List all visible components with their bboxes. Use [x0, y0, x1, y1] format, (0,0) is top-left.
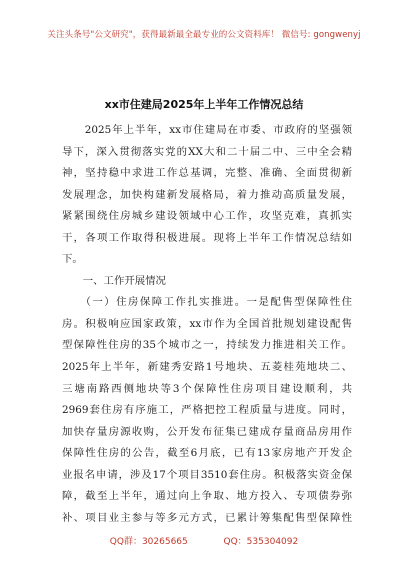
- body-line: 保障性住房的公告，截至6月底，已有13家房地产开发企: [62, 447, 352, 460]
- body-line: 房。积极响应国家政策，xx市作为全国首批规划建设配售: [62, 317, 352, 330]
- body-line: 发展理念，加快构建新发展格局，着力推动高质量发展，: [62, 188, 352, 201]
- body-line: 导下，深入贯彻落实党的XX大和二十届二中、三中全会精: [62, 145, 352, 158]
- body-line: 业报名申请，涉及17个项目3510套住房。积极落实资金保: [62, 468, 352, 481]
- body-line: 干，各项工作取得积极进展。现将上半年工作情况总结如: [62, 231, 352, 244]
- body-line: 2025年上半年，新建秀安路1号地块、五菱桂苑地块二、: [62, 361, 352, 374]
- footer-contact: [0, 534, 408, 547]
- body-line: 三塘南路西侧地块等3个保障性住房项目建设顺利，共: [62, 382, 352, 395]
- document-body: [62, 120, 352, 529]
- footer-qq-group: QQ群：30265665: [109, 537, 188, 547]
- body-line: （一）住房保障工作扎实推进。一是配售型保障性住: [62, 296, 352, 309]
- body-line: 神，坚持稳中求进工作总基调，完整、准确、全面贯彻新: [62, 167, 352, 180]
- body-line: 2969套住房有序施工，严格把控工程质量与进度。同时，: [62, 404, 352, 417]
- body-line: 加快存量房源收购，公开发布征集已建成存量商品房用作: [62, 425, 352, 438]
- body-line: 2025年上半年，xx市住建局在市委、市政府的坚强领: [62, 124, 352, 136]
- body-line: 型保障性住房的35个城市之一，持续发力推进相关工作。: [62, 339, 352, 352]
- body-line: 障，截至上半年，通过向上争取、地方投入、专项债券弥: [62, 490, 352, 503]
- body-line: 紧紧围绕住房城乡建设领域中心工作，攻坚克难，真抓实: [62, 210, 352, 223]
- body-line: 下。: [62, 253, 83, 266]
- header-promo-note: 关注头条号"公文研究"，获得最新最全最专业的公文资料库！ 微信号: gongwenyj: [47, 30, 361, 40]
- document-title: xx市住建局2025年上半年工作情况总结: [104, 98, 304, 111]
- footer-qq-number: QQ：535304092: [223, 537, 299, 547]
- section-heading: 一、工作开展情况: [62, 274, 166, 287]
- body-line: 补、项目业主参与等多元方式，已累计筹集配售型保障性: [62, 511, 352, 524]
